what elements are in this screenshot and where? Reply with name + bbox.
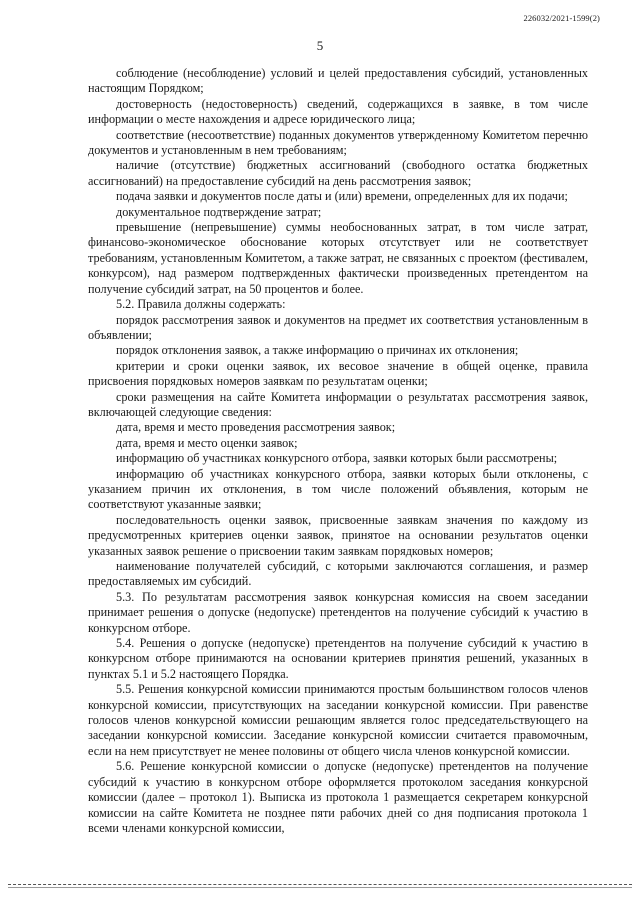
- document-body: [88, 66, 588, 836]
- section-5-4: 5.4. Решения о допуске (недопуске) претендентов на получение субсидий к участию в конкурсном отборе принимаются на основании критериев принятия решений, указанных в пунктах 5.1 и 5.2 настоящего Порядка.: [88, 636, 588, 681]
- scan-edge-line: [8, 884, 632, 885]
- scan-edge-line-secondary: [8, 887, 632, 888]
- page-number: 5: [316, 38, 324, 53]
- paragraph: информацию об участниках конкурсного отбора, заявки которых были рассмотрены;: [116, 451, 558, 466]
- paragraph: наименование получателей субсидий, с которыми заключаются соглашения, и размер предоставляемых им субсидий.: [88, 559, 588, 589]
- section-5-6: 5.6. Решение конкурсной комиссии о допуске (недопуске) претендентов на получение субсидий к участию в конкурсном отборе оформляется протоколом заседания конкурсной комиссии (далее – протокол 1). Выписка из протокола 1 размещается секретарем конкурсной комиссии на сайте Комитета не позднее пяти рабочих дней со дня подписания протокола 1 всеми членами конкурсной комиссии,: [88, 759, 588, 835]
- paragraph: наличие (отсутствие) бюджетных ассигнований (свободного остатка бюджетных ассигнований) на предоставление субсидий на день рассмотрения заявок;: [88, 158, 588, 188]
- paragraph: дата, время и место оценки заявок;: [116, 435, 298, 450]
- paragraph: подача заявки и документов после даты и (или) времени, определенных для их подачи;: [116, 189, 568, 204]
- paragraph: последовательность оценки заявок, присвоенные заявкам значения по каждому из предусмотренных критериев оценки заявок, принятое на основании результатов оценки указанных заявок решение о присвоении таким заявкам порядковых номеров;: [88, 512, 588, 558]
- section-5-3: 5.3. По результатам рассмотрения заявок конкурсная комиссия на своем заседании принимает решения о допуске (недопуске) претендентов на получение субсидий к участию в конкурсном отборе.: [88, 589, 588, 635]
- section-heading-5-2: 5.2. Правила должны содержать:: [116, 297, 286, 312]
- paragraph: соблюдение (несоблюдение) условий и целей предоставления субсидий, установленных настоящим Порядком;: [88, 66, 588, 96]
- paragraph: соответствие (несоответствие) поданных документов утвержденному Комитетом перечню документов и установленным в нем требованиям;: [88, 127, 588, 158]
- paragraph: порядок рассмотрения заявок и документов на предмет их соответствия установленным в объявлении;: [88, 312, 588, 342]
- paragraph: критерии и сроки оценки заявок, их весовое значение в общей оценке, правила присвоения порядковых номеров заявкам по результатам оценки;: [88, 358, 588, 389]
- paragraph: сроки размещения на сайте Комитета информации о результатах рассмотрения заявок, включающей следующие сведения:: [88, 389, 588, 419]
- paragraph: достоверность (недостоверность) сведений, содержащихся в заявке, в том числе информации о месте нахождения и адресе юридического лица;: [88, 96, 588, 127]
- paragraph: документальное подтверждение затрат;: [116, 204, 322, 219]
- document-id: 226032/2021-1599(2): [523, 13, 600, 23]
- section-5-5: 5.5. Решения конкурсной комиссии принимаются простым большинством голосов членов конкурсной комиссии, присутствующих на заседании конкурсной комиссии. При равенстве голосов членов конкурсной комиссии решающим является голос председательствующего на заседании конкурсной комиссии. Заседание конкурсной комиссии считается правомочным, если на нем присутствует не менее половины от общего числа членов конкурсной комиссии.: [88, 682, 588, 758]
- paragraph: дата, время и место проведения рассмотрения заявок;: [116, 420, 396, 435]
- paragraph: информацию об участниках конкурсного отбора, заявки которых были отклонены, с указанием причин их отклонения, в том числе положений объявления, которым не соответствуют указанные заявки;: [88, 466, 588, 512]
- paragraph: превышение (непревышение) суммы необоснованных затрат, в том числе затрат, финансово-экономическое обоснование которых отсутствует или не соответствует требованиям, установленным Комитетом, а также затрат, не связанных с проектом (фестивалем, конкурсом), над размером подтвержденных фактически произведенных претендентом на получение субсидий затрат, на 50 процентов и более.: [88, 220, 588, 296]
- paragraph: порядок отклонения заявок, а также информацию о причинах их отклонения;: [116, 343, 519, 358]
